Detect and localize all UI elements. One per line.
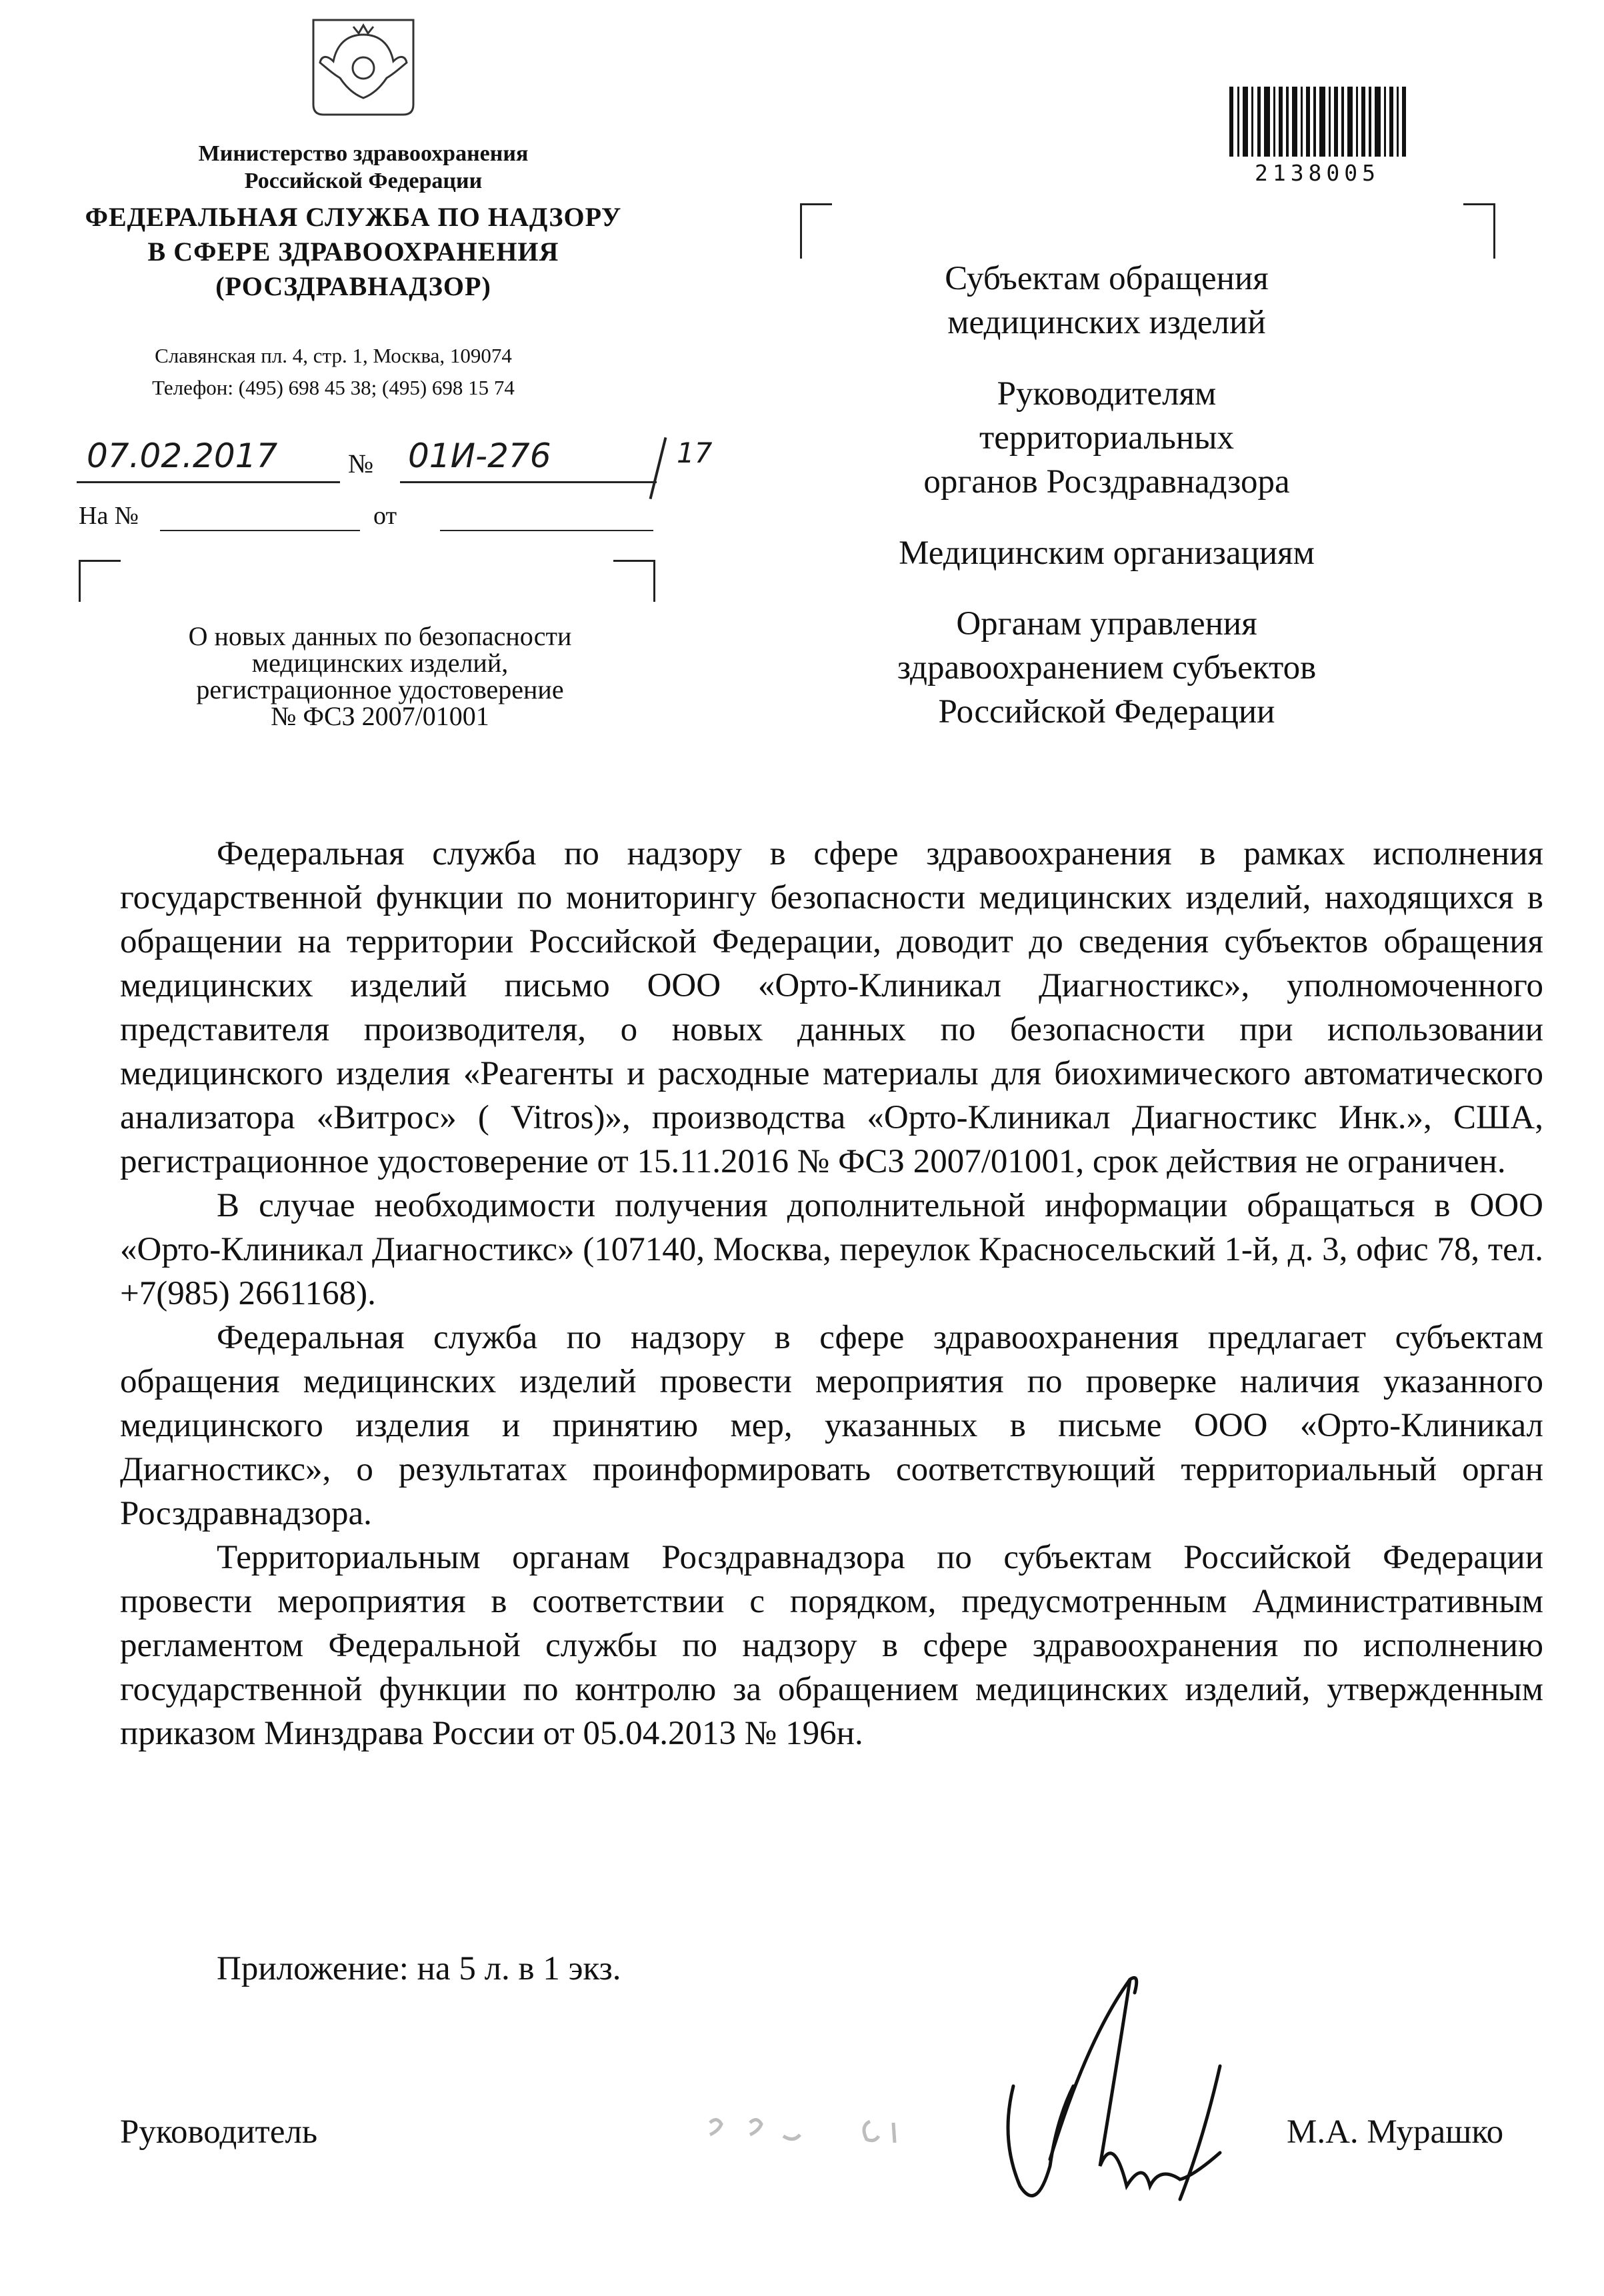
addressee-group xyxy=(860,372,1353,504)
reply-date-line xyxy=(440,530,653,531)
coat-of-arms-icon xyxy=(300,15,427,121)
addressee-line: Российской Федерации xyxy=(938,693,1275,730)
body-paragraph: Территориальным органам Росздравнадзора по субъектам Российской Федерации провести мероприятия в соответствии с порядком, предусмотренным Административным регламентом Федеральной службы по надзору в сфере здравоохранения по исполнению государственной функции по контролю за обращением медицинских изделий, утвержденным приказом Минздрава России от 05.04.2013 № 196н. xyxy=(120,1539,1543,1752)
reply-number-line xyxy=(160,530,360,531)
body-paragraph: Федеральная служба по надзору в сфере здравоохранения в рамках исполнения государственной функции по мониторингу безопасности медицинских изделий, находящихся в обращении на территории Российской Федерации, доводит до сведения субъектов обращения медицинских изделий письмо ООО «Орто-Клиникал Диагностикс», уполномоченного представителя производителя, о новых данных по безопасности при использовании медицинского изделия «Реагенты и расходные материалы для биохимического автоматического анализатора «Витрос» ( Vitros)», производства «Орто-Клиникал Диагностикс Инк.», США, регистрационное удостоверение от 15.11.2016 № ФСЗ 2007/01001, срок действия не ограничен. xyxy=(120,835,1543,1180)
bracket-top-right xyxy=(1463,203,1495,259)
agency-line: ФЕДЕРАЛЬНАЯ СЛУЖБА ПО НАДЗОРУ xyxy=(85,202,622,232)
number-slash xyxy=(649,437,667,499)
agency-line: В СФЕРЕ ЗДРАВООХРАНЕНИЯ xyxy=(147,237,559,267)
issuer-contacts xyxy=(100,340,567,404)
addressee-line: медицинских изделий xyxy=(947,304,1266,341)
issuer-address: Славянская пл. 4, стр. 1, Москва, 109074 xyxy=(155,344,512,367)
addressee-group xyxy=(860,602,1353,734)
date-underline xyxy=(77,481,340,483)
subject-line: О новых данных по безопасности xyxy=(188,621,572,651)
addressee-line: Медицинским организациям xyxy=(899,535,1315,572)
registration-date: 07.02.2017 xyxy=(87,437,278,475)
faded-stamp xyxy=(700,2109,933,2156)
ministry-name xyxy=(120,140,607,195)
addressee-line: Органам управления xyxy=(956,605,1257,642)
addressee-line: Руководителям xyxy=(997,375,1217,413)
bracket-top-left xyxy=(800,203,832,259)
agency-line: (РОСЗДРАВНАДЗОР) xyxy=(215,271,491,301)
addressee-line: территориальных xyxy=(979,419,1234,457)
number-underline xyxy=(400,481,657,483)
reply-label: На № xyxy=(79,502,139,530)
signatory-name: М.А. Мурашко xyxy=(1287,2113,1504,2151)
addressee-line: здравоохранением субъектов xyxy=(897,649,1317,686)
registration-suffix: 17 xyxy=(677,437,713,469)
subject-line: регистрационное удостоверение xyxy=(196,674,564,704)
addressee-line: Субъектам обращения xyxy=(945,260,1269,297)
subject-block xyxy=(127,623,633,730)
issuer-phone: Телефон: (495) 698 45 38; (495) 698 15 74 xyxy=(152,376,515,399)
barcode xyxy=(1224,80,1411,160)
body-paragraph: Федеральная служба по надзору в сфере здравоохранения предлагает субъектам обращения медицинских изделий провести мероприятия по проверке наличия указанного медицинского изделия и принятию мер, указанных в письме ООО «Орто-Клиникал Диагностикс», о результатах проинформировать соответствующий территориальный орган Росздравнадзора. xyxy=(120,1319,1543,1532)
subject-line: медицинских изделий, xyxy=(251,648,509,678)
letter-body xyxy=(120,832,1543,1755)
bracket-top-left xyxy=(79,560,121,602)
from-label: от xyxy=(373,502,397,530)
attachment-note: Приложение: на 5 л. в 1 экз. xyxy=(217,1950,621,1987)
addressee-line: органов Росздравнадзора xyxy=(923,463,1290,501)
number-sign: № xyxy=(348,449,374,479)
addressee-group xyxy=(860,257,1353,345)
registration-number: 01И-276 xyxy=(408,437,551,475)
ministry-line: Министерство здравоохранения xyxy=(198,141,529,166)
subject-line: № ФСЗ 2007/01001 xyxy=(271,701,489,731)
ministry-line: Российской Федерации xyxy=(244,169,483,193)
signatory-position: Руководитель xyxy=(120,2113,318,2151)
bracket-top-right xyxy=(613,560,655,602)
addressee-group xyxy=(860,531,1353,575)
body-paragraph: В случае необходимости получения дополнительной информации обращаться в ООО «Орто-Клиникал Диагностикс» (107140, Москва, переулок Красносельский 1-й, д. 3, офис 78, тел. +7(985) 2661168). xyxy=(120,1187,1543,1312)
signature-image xyxy=(980,1966,1260,2233)
barcode-number: 2138005 xyxy=(1254,160,1381,186)
agency-name xyxy=(40,200,667,304)
